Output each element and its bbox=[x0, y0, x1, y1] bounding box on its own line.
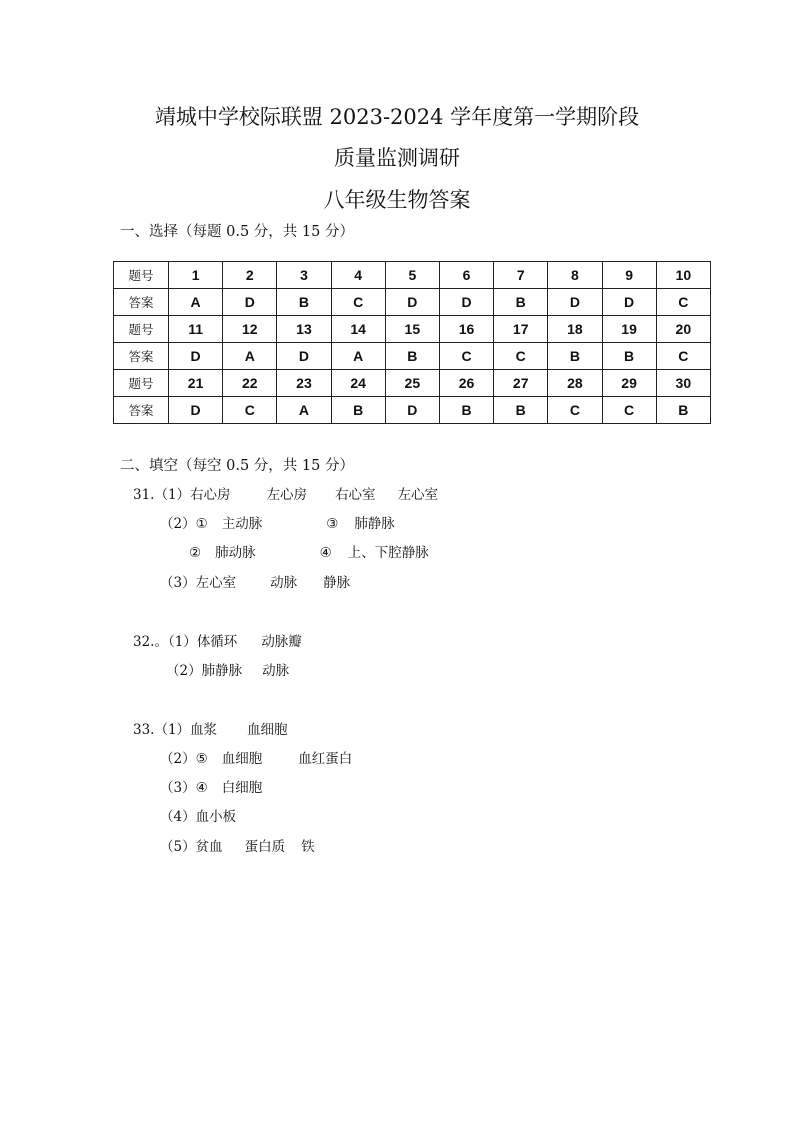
answer-item: 血细胞 bbox=[247, 722, 288, 738]
circled-number-mark: ④ bbox=[319, 545, 332, 561]
answer-cell: C bbox=[223, 397, 277, 424]
question-number: 26 bbox=[439, 370, 493, 397]
answer-cell: A bbox=[331, 343, 385, 370]
question-number: 5 bbox=[385, 262, 439, 289]
answer-item: 动脉 bbox=[262, 663, 290, 679]
q31-part3 bbox=[160, 574, 350, 592]
question-label: 题号 bbox=[114, 316, 169, 343]
q33-part4 bbox=[160, 808, 236, 826]
q33-part2-prefix: （2） bbox=[160, 751, 196, 767]
answer-cell: D bbox=[439, 289, 493, 316]
answer-cell: B bbox=[385, 343, 439, 370]
question-number: 21 bbox=[169, 370, 223, 397]
q31-part1 bbox=[133, 486, 438, 504]
question-number: 4 bbox=[331, 262, 385, 289]
table-row-answers bbox=[114, 289, 711, 316]
question-number: 13 bbox=[277, 316, 331, 343]
question-number: 28 bbox=[548, 370, 602, 397]
answer-item: 血小板 bbox=[195, 809, 237, 825]
answer-cell: A bbox=[277, 397, 331, 424]
answer-item: 右心房 bbox=[190, 487, 231, 503]
answer-item: 肺静脉 bbox=[201, 663, 243, 679]
question-number: 19 bbox=[602, 316, 656, 343]
answer-item: 蛋白质 bbox=[244, 839, 286, 855]
table-row-answers bbox=[114, 343, 711, 370]
q31-part2-line1 bbox=[160, 515, 395, 533]
q33-part2 bbox=[160, 750, 352, 768]
question-number: 25 bbox=[385, 370, 439, 397]
answer-cell: C bbox=[494, 343, 548, 370]
q33-part4-prefix: （4） bbox=[160, 809, 196, 825]
answer-item: 静脉 bbox=[323, 575, 351, 591]
question-number: 9 bbox=[602, 262, 656, 289]
q33-part1-prefix: 33.（1） bbox=[133, 722, 191, 738]
answer-cell: B bbox=[331, 397, 385, 424]
answer-item: 左心房 bbox=[266, 487, 308, 503]
q33-part5 bbox=[160, 838, 315, 856]
document-title-line3: 八年级生物答案 bbox=[323, 188, 471, 212]
answer-cell: A bbox=[169, 289, 223, 316]
answer-item: 白细胞 bbox=[221, 780, 263, 796]
question-number: 23 bbox=[277, 370, 331, 397]
answer-cell: B bbox=[548, 343, 602, 370]
table-row-answers bbox=[114, 397, 711, 424]
answer-cell: C bbox=[331, 289, 385, 316]
section1-heading: 一、选择（每题 0.5 分，共 15 分） bbox=[120, 224, 354, 240]
q33-part3-prefix: （3） bbox=[160, 780, 196, 796]
answer-item: 左心室 bbox=[195, 575, 237, 591]
question-number: 27 bbox=[494, 370, 548, 397]
answer-item: 左心室 bbox=[397, 487, 439, 503]
circled-number-mark: ② bbox=[189, 545, 202, 561]
circled-number-mark: ⑤ bbox=[195, 751, 208, 767]
answer-item: 主动脉 bbox=[221, 516, 263, 532]
answer-cell: B bbox=[277, 289, 331, 316]
circled-number-mark: ① bbox=[195, 516, 208, 532]
answer-table bbox=[113, 261, 711, 424]
answer-item: 贫血 bbox=[195, 839, 223, 855]
document-title-line2: 质量监测调研 bbox=[334, 146, 460, 170]
answer-cell: C bbox=[548, 397, 602, 424]
answer-label: 答案 bbox=[114, 397, 169, 424]
answer-cell: B bbox=[494, 289, 548, 316]
circled-number-mark: ③ bbox=[326, 516, 339, 532]
circled-number-mark: ④ bbox=[195, 780, 208, 796]
answer-cell: A bbox=[223, 343, 277, 370]
answer-cell: D bbox=[602, 289, 656, 316]
section2-heading: 二、填空（每空 0.5 分，共 15 分） bbox=[120, 458, 354, 474]
question-number: 10 bbox=[656, 262, 710, 289]
answer-item: 铁 bbox=[301, 839, 315, 855]
answer-cell: B bbox=[439, 397, 493, 424]
question-number: 17 bbox=[494, 316, 548, 343]
q32-part2 bbox=[166, 662, 289, 680]
table-row-question-numbers bbox=[114, 262, 711, 289]
answer-item: 动脉 bbox=[270, 575, 298, 591]
answer-label: 答案 bbox=[114, 343, 169, 370]
answer-item: 右心室 bbox=[335, 487, 376, 503]
answer-item: 动脉瓣 bbox=[261, 634, 302, 650]
q32-part2-prefix: （2） bbox=[166, 663, 202, 679]
answer-item: 肺动脉 bbox=[215, 545, 256, 561]
question-number: 22 bbox=[223, 370, 277, 397]
q33-part5-prefix: （5） bbox=[160, 839, 196, 855]
answer-cell: D bbox=[223, 289, 277, 316]
document-title-line1: 靖城中学校际联盟 2023-2024 学年度第一学期阶段 bbox=[154, 105, 640, 129]
q32-part1 bbox=[133, 633, 302, 651]
question-number: 8 bbox=[548, 262, 602, 289]
answer-cell: D bbox=[277, 343, 331, 370]
question-number: 30 bbox=[656, 370, 710, 397]
answer-cell: D bbox=[385, 289, 439, 316]
question-number: 7 bbox=[494, 262, 548, 289]
question-number: 6 bbox=[439, 262, 493, 289]
answer-item: 血细胞 bbox=[221, 751, 263, 767]
question-number: 20 bbox=[656, 316, 710, 343]
question-number: 24 bbox=[331, 370, 385, 397]
q31-part3-prefix: （3） bbox=[160, 575, 196, 591]
question-number: 11 bbox=[169, 316, 223, 343]
answer-cell: D bbox=[169, 343, 223, 370]
q33-part3 bbox=[160, 779, 262, 797]
answer-cell: C bbox=[439, 343, 493, 370]
question-number: 15 bbox=[385, 316, 439, 343]
answer-cell: D bbox=[169, 397, 223, 424]
q31-part1-prefix: 31.（1） bbox=[133, 487, 191, 503]
q32-part1-prefix: 32.。（1） bbox=[133, 634, 197, 650]
answer-cell: C bbox=[602, 397, 656, 424]
answer-cell: D bbox=[548, 289, 602, 316]
answer-cell: B bbox=[656, 397, 710, 424]
answer-item: 肺静脉 bbox=[354, 516, 395, 532]
q31-part2-line2 bbox=[189, 544, 429, 562]
answer-cell: C bbox=[656, 289, 710, 316]
answer-item: 上、下腔静脉 bbox=[347, 545, 429, 561]
answer-cell: D bbox=[385, 397, 439, 424]
question-number: 3 bbox=[277, 262, 331, 289]
answer-label: 答案 bbox=[114, 289, 169, 316]
question-label: 题号 bbox=[114, 370, 169, 397]
table-row-question-numbers bbox=[114, 316, 711, 343]
question-number: 1 bbox=[169, 262, 223, 289]
q33-part1 bbox=[133, 721, 288, 739]
question-label: 题号 bbox=[114, 262, 169, 289]
answer-item: 血浆 bbox=[190, 722, 218, 738]
answer-item: 体循环 bbox=[196, 634, 238, 650]
question-number: 2 bbox=[223, 262, 277, 289]
answer-cell: C bbox=[656, 343, 710, 370]
answer-item: 血红蛋白 bbox=[298, 751, 353, 767]
q31-part2-prefix: （2） bbox=[160, 516, 196, 532]
question-number: 12 bbox=[223, 316, 277, 343]
question-number: 29 bbox=[602, 370, 656, 397]
question-number: 16 bbox=[439, 316, 493, 343]
answer-cell: B bbox=[602, 343, 656, 370]
question-number: 14 bbox=[331, 316, 385, 343]
answer-cell: B bbox=[494, 397, 548, 424]
question-number: 18 bbox=[548, 316, 602, 343]
table-row-question-numbers bbox=[114, 370, 711, 397]
